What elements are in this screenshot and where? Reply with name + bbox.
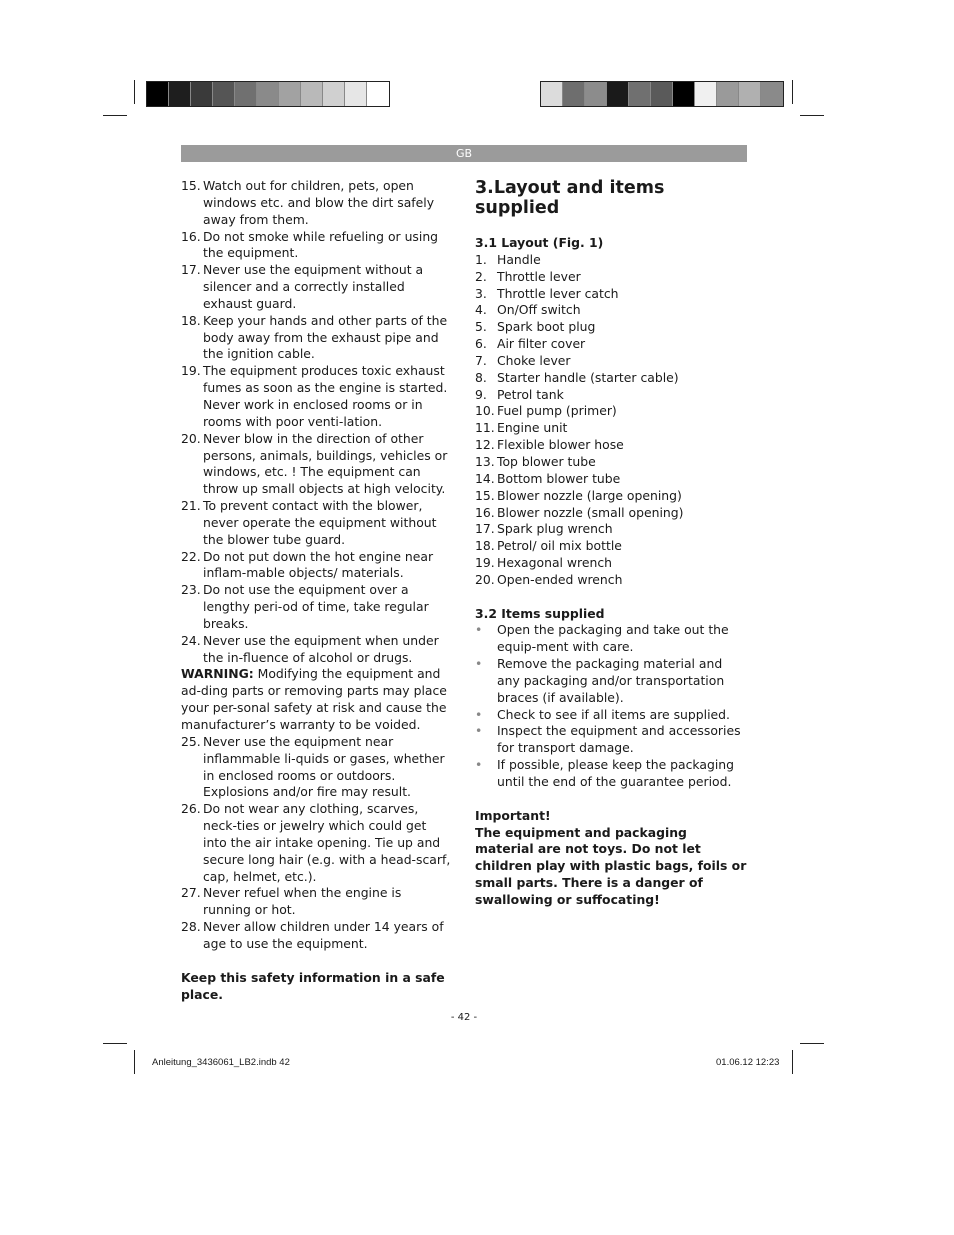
color-swatch: [301, 82, 323, 106]
language-header: GB: [181, 145, 747, 162]
list-item-number: 16.: [181, 228, 201, 244]
list-item-number: 11.: [475, 420, 495, 436]
warning-text: Modifying the equipment and ad-ding parts or removing parts may place your per-sonal safety at risk and cause the manufacturer’s warranty to be voided.: [181, 666, 447, 732]
color-swatch: [235, 82, 257, 106]
list-item-number: 4.: [475, 302, 487, 318]
color-swatch: [147, 82, 169, 106]
list-item-number: 5.: [475, 319, 487, 335]
list-item-text: Bottom blower tube: [497, 470, 621, 486]
page-number: - 42 -: [450, 1012, 478, 1023]
list-item-number: 19.: [475, 555, 495, 571]
bullet-icon: •: [475, 622, 483, 638]
list-item: [181, 313, 453, 364]
list-item: [475, 437, 747, 454]
footer-date-info: 01.06.12 12:23: [716, 1057, 780, 1068]
list-item-number: 17.: [475, 521, 495, 537]
list-item-text: Spark plug wrench: [497, 521, 613, 537]
color-swatch: [257, 82, 279, 106]
list-item-text: Top blower tube: [497, 453, 596, 469]
list-item-number: 20.: [475, 571, 495, 587]
list-item-text: Hexagonal wrench: [497, 555, 613, 571]
layout-column: [475, 178, 747, 909]
crop-mark: [134, 1050, 135, 1074]
list-item: [181, 498, 453, 549]
list-item-text: Do not use the equipment over a lengthy peri-od of time, take regular breaks.: [203, 582, 429, 631]
color-swatch: [367, 82, 389, 106]
list-item-text: Keep your hands and other parts of the body away from the exhaust pipe and the ignition cable.: [203, 312, 448, 362]
list-item: [475, 454, 747, 471]
list-item-number: 23.: [181, 582, 201, 598]
list-item-number: 10.: [475, 403, 495, 419]
list-item-text: Open-ended wrench: [497, 571, 623, 587]
color-swatch: [191, 82, 213, 106]
list-item-number: 9.: [475, 386, 487, 402]
bullet-icon: •: [475, 706, 483, 722]
list-item-text: Never use the equipment near inflammable li-quids or gases, whether in enclosed rooms or outdoors. Explosions and/or fire may result.: [203, 733, 445, 800]
warning-paragraph: [181, 666, 453, 733]
list-item: [475, 505, 747, 522]
list-item-text: The equipment produces toxic exhaust fumes as soon as the engine is started. Never work in enclosed rooms or in rooms with poor venti-lation.: [203, 363, 448, 429]
color-swatch: [673, 82, 695, 106]
bullet-icon: •: [475, 656, 483, 672]
crop-mark: [103, 115, 127, 116]
list-item: [475, 757, 747, 791]
color-swatch: [761, 82, 783, 106]
bullet-icon: •: [475, 723, 483, 739]
crop-mark: [800, 115, 824, 116]
list-item-number: 25.: [181, 733, 201, 749]
list-item: [475, 252, 747, 269]
list-item: [181, 549, 453, 583]
list-item: [475, 707, 747, 724]
color-swatch: [563, 82, 585, 106]
list-item: [181, 229, 453, 263]
list-item-text: Fuel pump (primer): [497, 403, 617, 419]
important-label: Important!: [475, 807, 551, 823]
list-item-number: 24.: [181, 632, 201, 648]
list-item: [181, 885, 453, 919]
color-swatch: [345, 82, 367, 106]
list-item-number: 18.: [181, 312, 201, 328]
list-item-text: Do not put down the hot engine near inflam-mable objects/ materials.: [203, 548, 434, 581]
crop-mark: [103, 1043, 127, 1044]
list-item-number: 19.: [181, 363, 201, 379]
items-supplied-subheading: 3.2 Items supplied: [475, 605, 605, 621]
items-supplied-list: [475, 622, 747, 790]
list-item-number: 27.: [181, 885, 201, 901]
list-item-text: Blower nozzle (large opening): [497, 487, 682, 503]
list-item-text: Never use the equipment without a silencer and a correctly installed exhaust guard.: [203, 262, 424, 311]
list-item-text: Spark boot plug: [497, 319, 596, 335]
safety-list: [181, 734, 453, 953]
list-item-number: 16.: [475, 504, 495, 520]
color-swatch: [607, 82, 629, 106]
list-item-text: Never blow in the direction of other persons, animals, buildings, vehicles or windows, etc. ! The equipment can throw up small objects at high velocity.: [203, 430, 448, 497]
safety-instructions-column: [181, 178, 453, 1004]
list-item: [475, 403, 747, 420]
color-bar-left: [146, 81, 390, 107]
list-item-number: 3.: [475, 285, 487, 301]
list-item-number: 13.: [475, 453, 495, 469]
list-item: [475, 269, 747, 286]
list-item: [475, 286, 747, 303]
color-swatch: [213, 82, 235, 106]
list-item-text: Do not wear any clothing, scarves, neck-ties or jewelry which could get into the air intake opening. Tie up and secure long hair (e.g. with a head-scarf, cap, helmet, etc.).: [203, 801, 451, 884]
list-item-text: Air filter cover: [497, 336, 586, 352]
list-item-text: Never allow children under 14 years of age to use the equipment.: [203, 919, 444, 951]
list-item: [181, 363, 453, 430]
list-item-number: 18.: [475, 538, 495, 554]
crop-mark: [792, 80, 793, 104]
list-item: [181, 262, 453, 313]
list-item: [475, 471, 747, 488]
layout-parts-list: [475, 252, 747, 589]
list-item-number: 7.: [475, 352, 487, 368]
list-item: [475, 370, 747, 387]
list-item: [181, 582, 453, 633]
list-item: [475, 723, 747, 757]
list-item-text: Handle: [497, 251, 541, 267]
list-item-text: On/Off switch: [497, 302, 581, 318]
color-swatch: [629, 82, 651, 106]
keep-safety-note: Keep this safety information in a safe place.: [181, 969, 445, 1002]
list-item-text: Open the packaging and take out the equip-ment with care.: [497, 622, 729, 655]
list-item: [475, 521, 747, 538]
section-heading: 3.Layout and items supplied: [475, 178, 665, 218]
color-swatch: [739, 82, 761, 106]
list-item-number: 6.: [475, 336, 487, 352]
crop-mark: [792, 1050, 793, 1074]
bullet-icon: •: [475, 757, 483, 773]
list-item: [475, 319, 747, 336]
list-item-text: Never use the equipment when under the in-fluence of alcohol or drugs.: [203, 632, 439, 665]
list-item-text: Choke lever: [497, 352, 571, 368]
list-item-number: 2.: [475, 268, 487, 284]
list-item-text: Petrol tank: [497, 386, 564, 402]
color-swatch: [169, 82, 191, 106]
list-item-number: 28.: [181, 919, 201, 935]
list-item-text: Do not smoke while refueling or using the equipment.: [203, 228, 439, 261]
list-item-number: 22.: [181, 548, 201, 564]
list-item: [475, 572, 747, 589]
list-item: [475, 420, 747, 437]
list-item-text: Throttle lever: [497, 268, 581, 284]
color-swatch: [279, 82, 301, 106]
list-item-text: Check to see if all items are supplied.: [497, 706, 730, 722]
crop-mark: [800, 1043, 824, 1044]
list-item-number: 20.: [181, 430, 201, 446]
list-item-text: Petrol/ oil mix bottle: [497, 538, 622, 554]
list-item: [181, 801, 453, 885]
list-item-text: To prevent contact with the blower, never operate the equipment without the blower tube guard.: [203, 498, 437, 547]
list-item-text: If possible, please keep the packaging until the end of the guarantee period.: [497, 757, 735, 789]
color-swatch: [585, 82, 607, 106]
list-item: [181, 178, 453, 229]
list-item-number: 1.: [475, 251, 487, 267]
list-item-text: Blower nozzle (small opening): [497, 504, 684, 520]
list-item: [475, 538, 747, 555]
list-item: [181, 431, 453, 498]
warning-label: WARNING:: [181, 666, 254, 682]
list-item-number: 12.: [475, 437, 495, 453]
list-item-number: 15.: [181, 178, 201, 193]
list-item: [181, 734, 453, 801]
list-item-text: Throttle lever catch: [497, 285, 619, 301]
list-item-text: Engine unit: [497, 420, 568, 436]
list-item-number: 8.: [475, 369, 487, 385]
list-item-number: 15.: [475, 487, 495, 503]
footer-file-info: Anleitung_3436061_LB2.indb 42: [152, 1057, 290, 1068]
color-swatch: [651, 82, 673, 106]
list-item-text: Flexible blower hose: [497, 437, 624, 453]
color-swatch: [695, 82, 717, 106]
list-item-number: 21.: [181, 498, 201, 514]
list-item: [475, 336, 747, 353]
list-item: [475, 353, 747, 370]
list-item-text: Remove the packaging material and any packaging and/or transportation braces (if available).: [497, 656, 725, 705]
list-item-text: Inspect the equipment and accessories for transport damage.: [497, 723, 741, 756]
list-item-text: Starter handle (starter cable): [497, 369, 679, 385]
color-swatch: [717, 82, 739, 106]
list-item-text: Watch out for children, pets, open windows etc. and blow the dirt safely away from them.: [203, 178, 435, 227]
color-swatch: [541, 82, 563, 106]
list-item-number: 14.: [475, 470, 495, 486]
list-item: [475, 622, 747, 656]
list-item: [475, 488, 747, 505]
list-item: [181, 919, 453, 953]
color-bar-right: [540, 81, 784, 107]
list-item: [475, 555, 747, 572]
important-text: The equipment and packaging material are not toys. Do not let children play with plastic bags, foils or small parts. There is a danger of swallowing or suffocating!: [475, 824, 747, 907]
layout-subheading: 3.1 Layout (Fig. 1): [475, 235, 604, 250]
crop-mark: [134, 80, 135, 104]
list-item: [181, 633, 453, 667]
list-item-number: 26.: [181, 801, 201, 817]
list-item: [475, 656, 747, 707]
color-swatch: [323, 82, 345, 106]
list-item-number: 17.: [181, 262, 201, 278]
list-item-text: Never refuel when the engine is running or hot.: [203, 885, 402, 918]
list-item: [475, 387, 747, 404]
safety-list: [181, 178, 453, 666]
list-item: [475, 302, 747, 319]
